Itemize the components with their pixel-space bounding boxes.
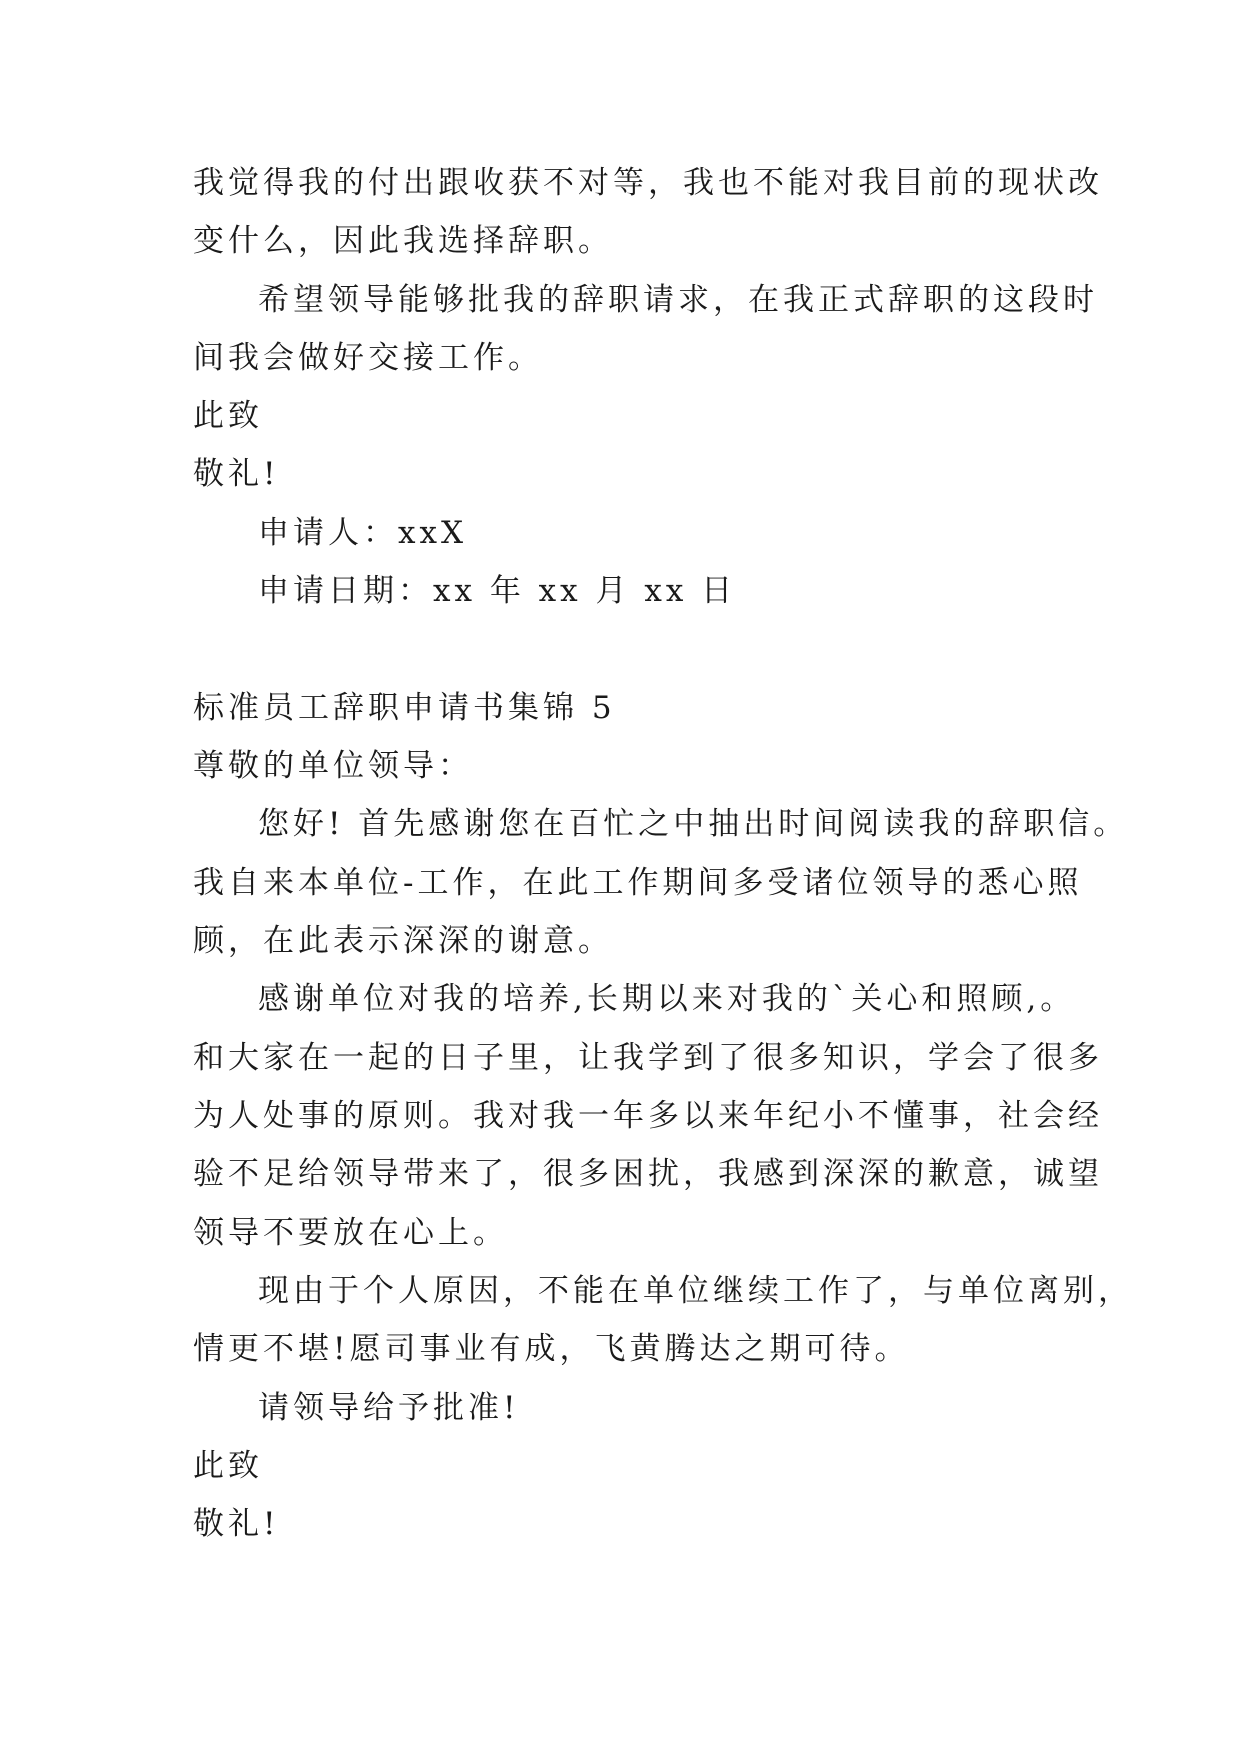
text-line: 为人处事的原则。我对我一年多以来年纪小不懂事，社会经 <box>193 1098 1103 1134</box>
text-line: 变什么，因此我选择辞职。 <box>193 223 613 259</box>
closing-line: 此致 <box>193 1448 263 1484</box>
text-line: 验不足给领导带来了，很多困扰，我感到深深的歉意，诚望 <box>193 1156 1103 1192</box>
closing-line: 敬礼! <box>193 1506 280 1542</box>
text-line: 领导不要放在心上。 <box>193 1215 508 1251</box>
text-line: 请领导给予批准! <box>258 1390 520 1426</box>
text-line: 间我会做好交接工作。 <box>193 340 543 376</box>
salutation-line: 尊敬的单位领导： <box>193 748 473 784</box>
section-title: 标准员工辞职申请书集锦 5 <box>193 690 616 726</box>
text-line: 希望领导能够批我的辞职请求，在我正式辞职的这段时 <box>258 282 1098 318</box>
text-line: 感谢单位对我的培养,长期以来对我的`关心和照顾,。 <box>258 981 1076 1017</box>
text-line: 顾，在此表示深深的谢意。 <box>193 923 613 959</box>
text-line: 我自来本单位-工作，在此工作期间多受诸位领导的悉心照 <box>193 865 1083 901</box>
text-line: 情更不堪!愿司事业有成，飞黄腾达之期可待。 <box>193 1331 910 1367</box>
text-line: 您好! 首先感谢您在百忙之中抽出时间阅读我的辞职信。 <box>258 806 1129 842</box>
text-line: 我觉得我的付出跟收获不对等，我也不能对我目前的现状改 <box>193 165 1103 201</box>
text-line: 和大家在一起的日子里，让我学到了很多知识，学会了很多 <box>193 1040 1103 1076</box>
application-date-line: 申请日期：xx 年 xx 月 xx 日 <box>258 573 737 609</box>
closing-line: 此致 <box>193 398 263 434</box>
closing-line: 敬礼! <box>193 456 280 492</box>
applicant-line: 申请人：xxX <box>258 515 468 551</box>
text-line: 现由于个人原因，不能在单位继续工作了，与单位离别， <box>258 1273 1133 1309</box>
